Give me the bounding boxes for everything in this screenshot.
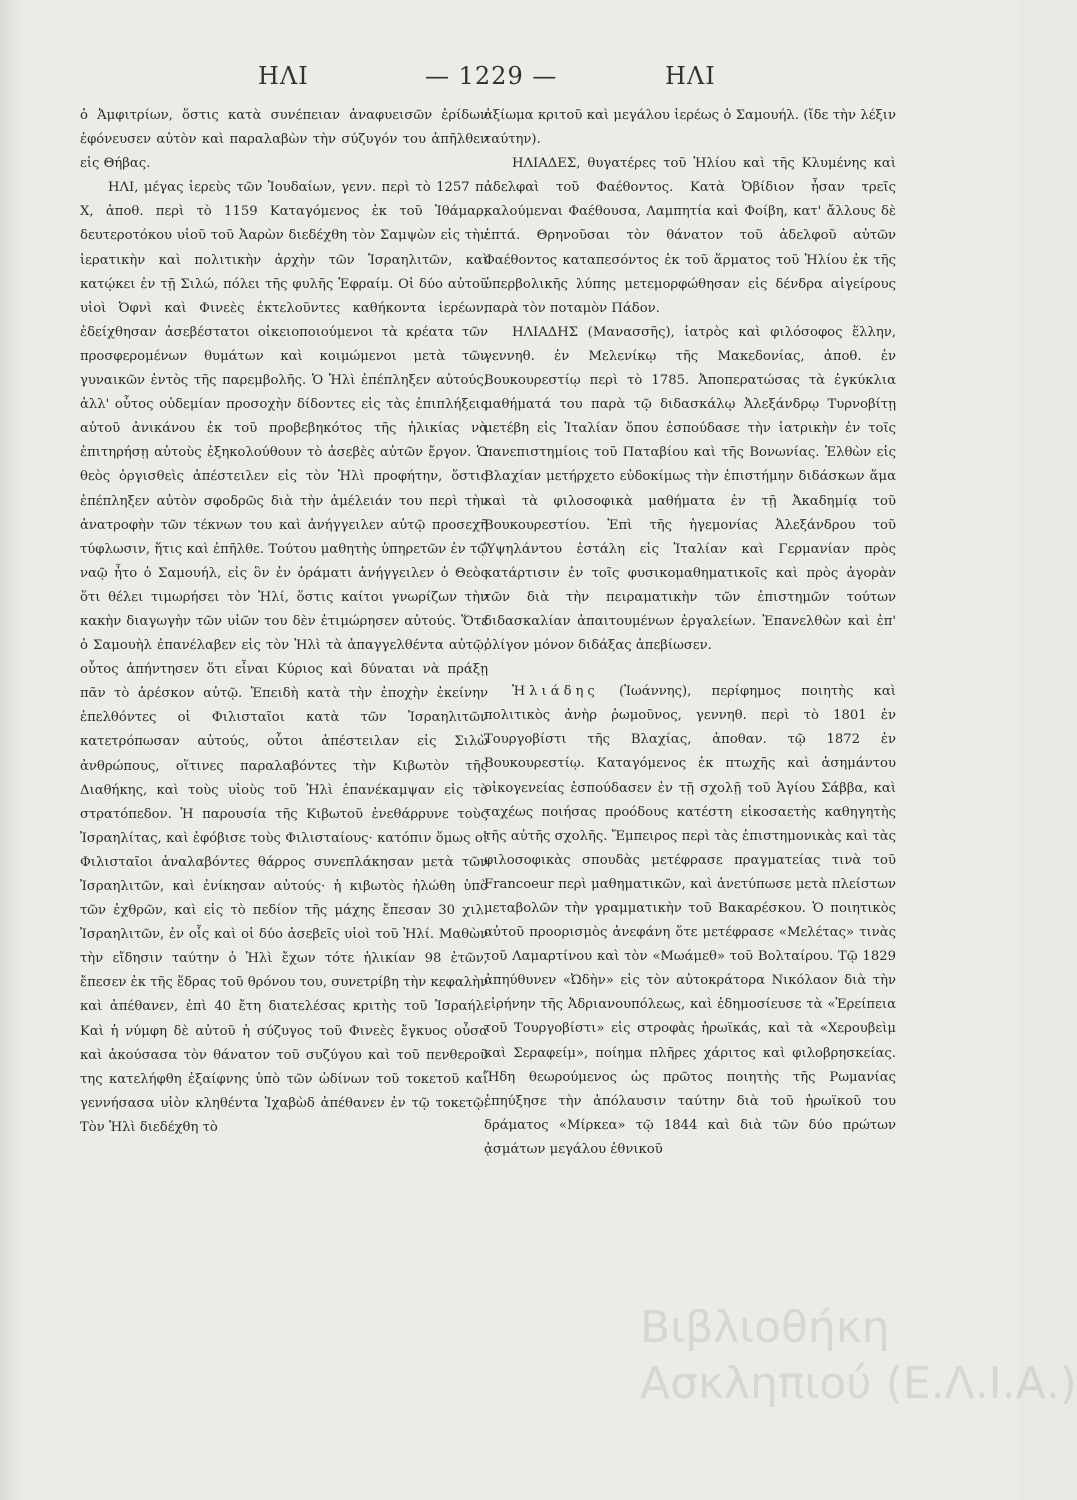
watermark-line-1: Βιβλιοθήκη <box>640 1302 890 1353</box>
page-edge-shadow <box>0 0 22 1500</box>
entry-eli: ΗΛΙ, μέγας ἱερεὺς τῶν Ἰουδαίων, γενν. περὶ τὸ 1257 π. Χ, ἀποθ. περὶ τὸ 1159 Καταγόμενος ἐκ τοῦ Ἰθάμαρ, δευτεροτόκου υἱοῦ τοῦ Ἀαρὼν διεδέχθη τὸν Σαμψὼν εἰς τὴν ἱερατικὴν καὶ πολιτικὴν ἀρχὴν τῶν Ἰσραηλιτῶν, καὶ κατῴκει ἐν τῇ Σιλώ, πόλει τῆς φυλῆς Ἐφραίμ. Οἱ δύο αὐτοῦ υἱοὶ Ὀφνὶ καὶ Φινεὲς ἐκτελοῦντες καθήκοντα ἱερέων, ἐδείχθησαν ἀσεβέστατοι οἰκειοποιούμενοι τὰ κρέατα τῶν προσφερομένων θυμάτων καὶ κοιμώμενοι μετὰ τῶν γυναικῶν ἐντὸς τῆς παρεμβολῆς. Ὁ Ἠλὶ ἐπέπληξεν αὐτούς, ἀλλ' οὗτος οὐδεμίαν προσοχὴν δίδοντες εἰς τὰς ἐπιπλήξεις αὐτοῦ ἀνικάνου ἐκ τοῦ προβεβηκότος τῆς ἡλικίας νὰ ἐπιτηρήσῃ αὐτοὺς ἐξηκολούθουν τὸ ἀσεβὲς αὐτῶν ἔργον. Ὁ θεὸς ὀργισθεὶς ἀπέστειλεν εἰς τὸν Ἠλὶ προφήτην, ὅστις ἐπέπληξεν αὐτὸν σφοδρῶς διὰ τὴν ἀμέλειάν του περὶ τὴν ἀνατροφὴν τῶν τέκνων του καὶ ἀνήγγειλεν αὐτῷ προσεχῆ τύφλωσιν, ἥτις καὶ ἐπῆλθε. Τούτου μαθητὴς ὑπηρετῶν ἐν τῷ ναῷ ἦτο ὁ Σαμουήλ, εἰς ὃν ἐν ὁράματι ἀνήγγειλεν ὁ Θεὸς ὅτι θέλει τιμωρήσει τὸν Ἠλί, ὅστις καίτοι γνωρίζων τὴν κακὴν διαγωγὴν τῶν υἱῶν του δὲν ἐτιμώρησεν αὐτούς. Ὅτε ὁ Σαμουὴλ ἐπανέλαβεν εἰς τὸν Ἠλὶ τὰ ἀπαγγελθέντα αὐτῷ, οὗτος ἀπήντησεν ὅτι εἶναι Κύριος καὶ δύναται νὰ πράξῃ πᾶν τὸ ἀρέσκον αὐτῷ. Ἐπειδὴ κατὰ τὴν ἐποχὴν ἐκείνην ἐπελθόντες οἱ Φιλισταῖοι κατὰ τῶν Ἰσραηλιτῶν κατετρόπωσαν αὐτούς, οὗτοι ἀπέστειλαν εἰς Σιλὼ ἀνθρώπους, οἵτινες παραλαβόντες τὴν Κιβωτὸν τῆς Διαθήκης, καὶ τοὺς υἱοὺς τοῦ Ἠλὶ ἐπανέκαμψαν εἰς τὸ στρατόπεδον. Ἡ παρουσία τῆς Κιβωτοῦ ἐνεθάρρυνε τοὺς Ἰσραηλίτας, καὶ ἐφόβισε τοὺς Φιλισταίους· κατόπιν ὅμως οἱ Φιλισταῖοι ἀναλαβόντες θάρρος συνεπλάκησαν μετὰ τῶν Ἰσραηλιτῶν, καὶ ἐνίκησαν αὐτούς· ἡ κιβωτὸς ἠλώθη ὑπὸ τῶν ἐχθρῶν, καὶ εἰς τὸ πεδίον τῆς μάχης ἔπεσαν 30 χιλ. Ἰσραηλιτῶν, ἐν οἷς καὶ οἱ δύο ἀσεβεῖς υἱοὶ τοῦ Ἠλί. Μαθὼν τὴν εἴδησιν ταύτην ὁ Ἠλὶ ἔχων τότε ἡλικίαν 98 ἐτῶν, ἔπεσεν ἐκ τῆς ἕδρας τοῦ θρόνου του, συνετρίβη τὴν κεφαλὴν καὶ ἀπέθανεν, ἐπὶ 40 ἔτη διατελέσας κριτὴς τοῦ Ἰσραήλ. Καὶ ἡ νύμφη δὲ αὐτοῦ ἡ σύζυγος τοῦ Φινεὲς ἔγκυος οὖσα καὶ ἀκούσασα τὸν θάνατον τοῦ συζύγου καὶ τοῦ πενθεροῦ της κατελήφθη ἐξαίφνης ὑπὸ τῶν ὠδίνων τοῦ τοκετοῦ καὶ γεννήσασα υἱὸν κληθέντα Ἰχαβὼδ ἀπέθανεν ἐν τῷ τοκετῷ. Τὸν Ἠλὶ διεδέχθη τὸ <box>80 180 488 1135</box>
entry-headword: Ἠλιάδης <box>512 684 599 700</box>
header-right-keyword: ΗΛΙ <box>665 62 716 90</box>
entry-body: (Ἰωάννης), περίφημος ποιητὴς καὶ πολιτικὸς ἀνὴρ ῥωμοῦνος, γεννηθ. περὶ τὸ 1801 ἐν Τουργοβίστι τῆς Βλαχίας, ἀποθαν. τῷ 1872 ἐν Βουκουρεστίῳ. Καταγόμενος ἐκ πτωχῆς καὶ ἀσημάντου οἰκογενείας ἐσπούδασεν ἐν τῇ σχολῇ τοῦ Ἁγίου Σάββα, καὶ ταχέως ποιήσας προόδους κατέστη εἰκοσαετὴς καθηγητὴς τῆς αὐτῆς σχολῆς. Ἔμπειρος περὶ τὰς ἐπιστημονικὰς καὶ τὰς φιλοσοφικὰς σπουδὰς μετέφρασε πραγματείας τινὰ τοῦ Francoeur περὶ μαθηματικῶν, καὶ ἀνετύπωσε μετὰ πλείστων μεταβολῶν τὴν γραμματικὴν τοῦ Βακαρέσκου. Ὁ ποιητικὸς αὐτοῦ προορισμὸς ἀνεφάνη ὅτε μετέφρασε «Μελέτας» τινὰς τοῦ Λαμαρτίνου καὶ τὸν «Μωάμεθ» τοῦ Βολταίρου. Τῷ 1829 ἀπηύθυνεν «Ὠδὴν» εἰς τὸν αὐτοκράτορα Νικόλαον διὰ τὴν εἰρήνην τῆς Ἀδριανουπόλεως, καὶ ἐδημοσίευσε τὰ «Ἐρείπεια τοῦ Τουργοβίστι» εἰς στροφὰς ἡρωϊκάς, καὶ τὰ «Χερουβεὶμ καὶ Σεραφείμ», ποίημα πλῆρες χάριτος καὶ φιλοβρησκείας. Ἤδη θεωρούμενος ὡς πρῶτος ποιητὴς τῆς Ρωμανίας ἐπηύξησε τὴν ἀπόλαυσιν ταύτην διὰ τοῦ ἡρωϊκοῦ του δράματος «Μίρκεα» τῷ 1844 καὶ διὰ τῶν δύο πρώτων ᾀσμάτων μεγάλου ἐθνικοῦ <box>484 684 896 1157</box>
entry-continuation: ὁ Ἀμφιτρίων, ὅστις κατὰ συνέπειαν ἀναφυεισῶν ἐρίδων ἐφόνευσεν αὐτὸν καὶ παραλαβὼν τὴν σύζυγόν του ἀπῆλθεν εἰς Θήβας. <box>80 108 488 172</box>
entry-heliades: ΗΛΙΑΔΕΣ, θυγατέρες τοῦ Ἡλίου καὶ τῆς Κλυμένης καὶ ἀδελφαὶ τοῦ Φαέθοντος. Κατὰ Ὀβίδιον ἦσαν τρεῖς καλούμεναι Φαέθουσα, Λαμπητία καὶ Φοίβη, κατ' ἄλλους δὲ ἑπτά. Θρηνοῦσαι τὸν θάνατον τοῦ ἀδελφοῦ αὐτῶν Φαέθοντος καταπεσόντος ἐκ τοῦ ἅρματος τοῦ Ἡλίου ἐκ τῆς ὑπερβολικῆς λύπης μετεμορφώθησαν εἰς δένδρα αἰγείρους παρὰ τὸν ποταμὸν Πάδον. <box>484 156 896 316</box>
header-left-keyword: ΗΛΙ <box>258 62 309 90</box>
left-column <box>80 104 488 1140</box>
library-watermark <box>640 1300 1077 1412</box>
right-column <box>484 104 896 1162</box>
entry-eli-continuation: ἀξίωμα κριτοῦ καὶ μεγάλου ἱερέως ὁ Σαμουήλ. (ἴδε τὴν λέξιν ταύτην). <box>484 108 896 148</box>
entry-iliadis-ioannis <box>484 680 896 1162</box>
entry-iliadis-manassis: ΗΛΙΑΔΗΣ (Μανασσῆς), ἰατρὸς καὶ φιλόσοφος ἕλλην, γεννηθ. ἐν Μελενίκῳ τῆς Μακεδονίας, ἀποθ. ἐν Βουκουρεστίῳ περὶ τὸ 1785. Ἀποπερατώσας τὰ ἐγκύκλια μαθήματά του παρὰ τῷ διδασκάλῳ Ἀλεξάνδρῳ Τυρνοβίτῃ μετέβη εἰς Ἰταλίαν ὅπου ἐσπούδασε τὴν ἰατρικὴν ἐν τοῖς πανεπιστημίοις τοῦ Παταβίου καὶ τῆς Βονωνίας. Ἐλθὼν εἰς Βλαχίαν μετήρχετο εὐδοκίμως τὴν ἐπιστήμην διδάσκων ἅμα καὶ τὰ φιλοσοφικὰ μαθήματα ἐν τῇ Ἀκαδημίᾳ τοῦ Βουκουρεστίου. Ἐπὶ τῆς ἡγεμονίας Ἀλεξάνδρου τοῦ Ὑψηλάντου ἐστάλη εἰς Ἰταλίαν καὶ Γερμανίαν πρὸς κατάρτισιν ἐν τοῖς φυσικομαθηματικοῖς καὶ πρὸς ἀγορὰν τῶν διὰ τὴν πειραματικὴν τῶν ἐπιστημῶν τούτων διδασκαλίαν ἀπαιτουμένων ἐργαλείων. Ἐπανελθὼν καὶ ἐπ' ὀλίγον μόνον διδάξας ἀπεβίωσεν. <box>484 324 896 654</box>
page-header <box>0 62 1018 102</box>
watermark-line-2: Ασκληπιού (Ε.Λ.Ι.Α.) <box>640 1358 1077 1409</box>
page-number: — 1229 — <box>425 62 558 90</box>
